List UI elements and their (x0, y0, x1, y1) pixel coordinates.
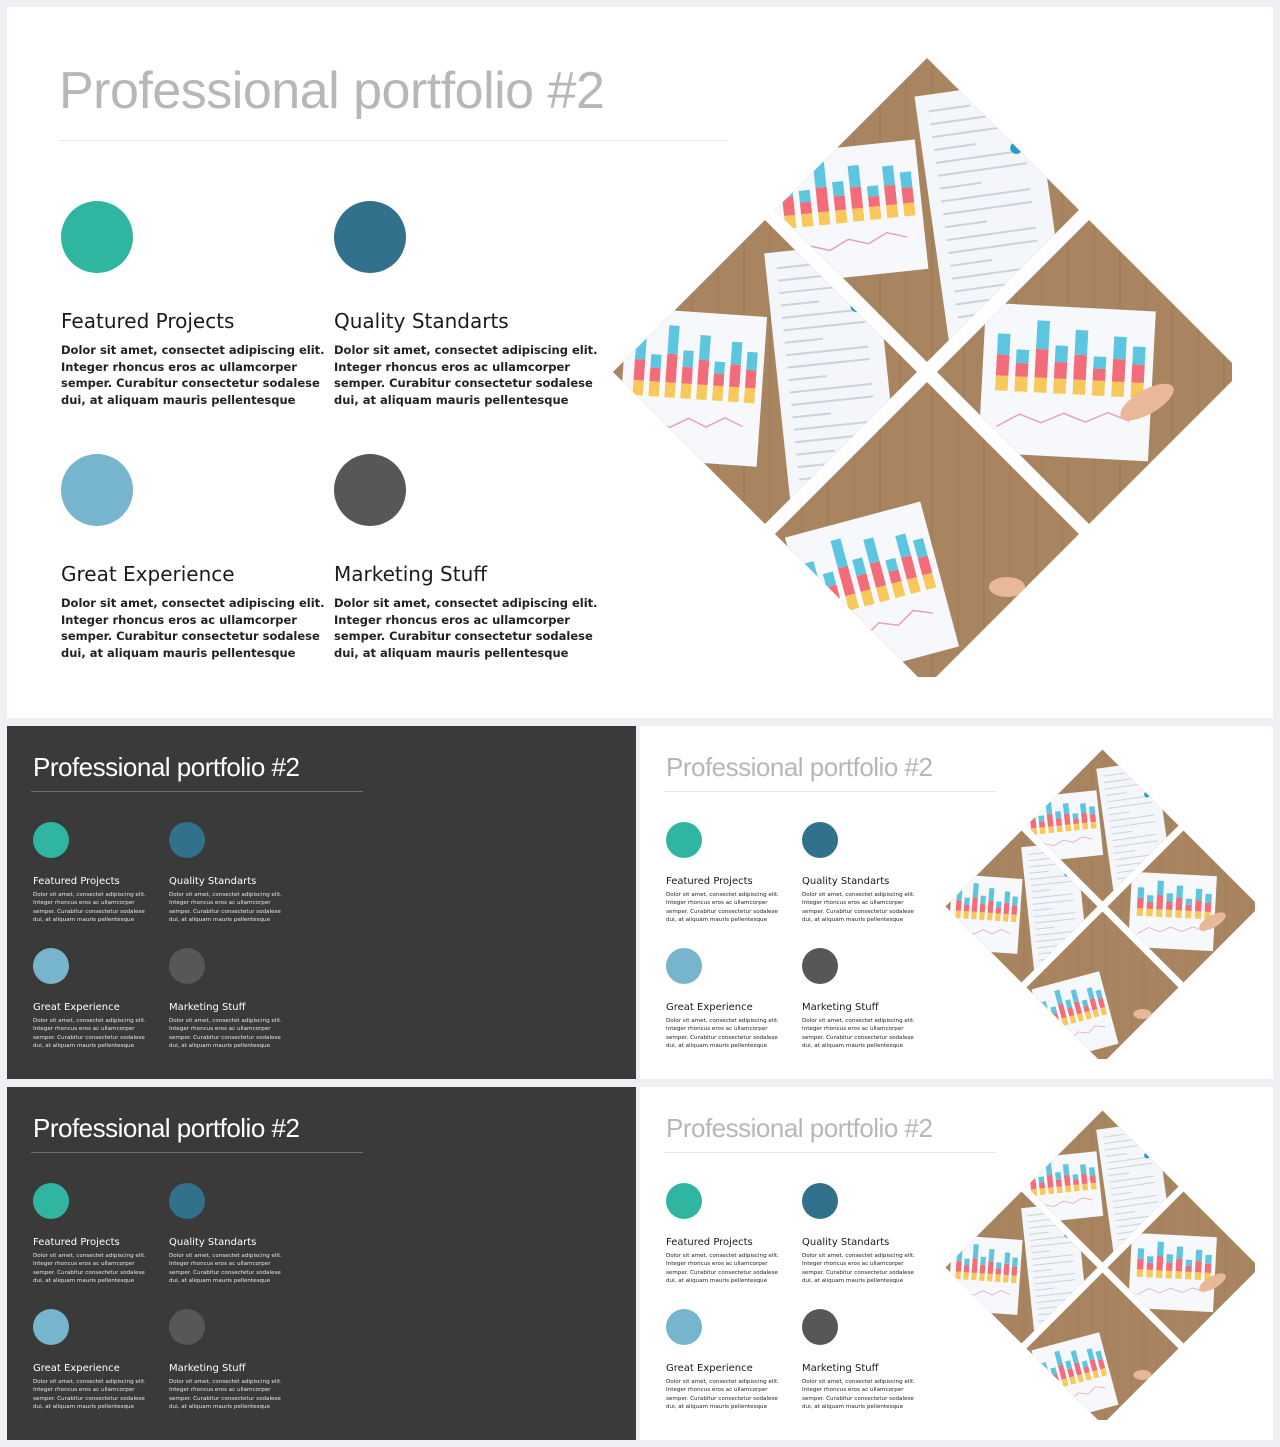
feature-description-line: Integer rhoncus eros ac ullamcorper (666, 900, 768, 907)
feature-description-line: Integer rhoncus eros ac ullamcorper (169, 1387, 271, 1394)
feature-description-line: Integer rhoncus eros ac ullamcorper (33, 1387, 135, 1394)
feature-description-line: Dolor sit amet, consectet adipiscing elit. (169, 892, 282, 898)
feature-description-line: Dolor sit amet, consectet adipiscing elit. (61, 343, 325, 357)
feature-title: Quality Standarts (802, 1237, 890, 1248)
feature-description-line: Integer rhoncus eros ac ullamcorper (802, 1026, 904, 1033)
feature-circle-icon (33, 1183, 69, 1219)
slide-title: Professional portfolio #2 (33, 752, 300, 782)
feature-description-line: dui, at aliquam mauris pellentesque (169, 1277, 271, 1284)
feature-title: Great Experience (33, 1002, 120, 1013)
slide-title: Professional portfolio #2 (666, 1113, 933, 1143)
diamond-photo-collage (602, 47, 1232, 677)
feature-circle-icon (169, 822, 205, 858)
feature-title: Quality Standarts (334, 309, 509, 333)
diamond-photo-collage (940, 1105, 1255, 1420)
diamond-photo-collage (940, 744, 1255, 1059)
feature-circle-icon (802, 948, 838, 984)
feature-circle-icon (666, 1183, 702, 1219)
title-divider (31, 791, 363, 792)
feature-description-line: Integer rhoncus eros ac ullamcorper (802, 900, 904, 907)
feature-description-line: Dolor sit amet, consectet adipiscing elit. (802, 1379, 915, 1385)
feature-circle-icon (666, 948, 702, 984)
feature-title: Marketing Stuff (169, 1363, 246, 1374)
slide-large (7, 7, 1273, 718)
feature-circle-icon (169, 1183, 205, 1219)
feature-quality-standarts (169, 1183, 282, 1285)
feature-description-line: Integer rhoncus eros ac ullamcorper (33, 1261, 135, 1268)
slide-title: Professional portfolio #2 (59, 62, 605, 120)
feature-circle-icon (169, 948, 205, 984)
feature-description-line: semper. Curabitur consectetur sodalese (33, 908, 145, 915)
feature-description-line: Dolor sit amet, consectet adipiscing elit. (666, 892, 779, 898)
feature-description-line: Dolor sit amet, consectet adipiscing elit. (169, 1379, 282, 1385)
slide-dark-1 (7, 726, 636, 1079)
feature-quality-standarts (334, 201, 598, 408)
feature-featured-projects (33, 1183, 146, 1285)
feature-description-line: Dolor sit amet, consectet adipiscing elit. (666, 1253, 779, 1259)
feature-title: Featured Projects (33, 1237, 120, 1248)
slide-dark-2 (7, 1087, 636, 1440)
feature-marketing-stuff (802, 948, 915, 1050)
feature-description-line: Dolor sit amet, consectet adipiscing elit. (666, 1018, 779, 1024)
feature-description (334, 595, 598, 661)
feature-description-line: semper. Curabitur consectetur sodalese (169, 1269, 281, 1276)
feature-description (666, 1252, 779, 1285)
feature-title: Marketing Stuff (802, 1002, 879, 1013)
feature-description-line: Dolor sit amet, consectet adipiscing elit. (334, 596, 598, 610)
feature-description-line: semper. Curabitur consectetur sodalese (666, 908, 778, 915)
feature-description (169, 1017, 282, 1050)
feature-description (61, 342, 325, 408)
feature-description-line: semper. Curabitur consectetur sodalese (169, 1034, 281, 1041)
feature-circle-icon (33, 948, 69, 984)
feature-great-experience (33, 948, 146, 1050)
slide-title: Professional portfolio #2 (666, 752, 933, 782)
feature-great-experience (61, 454, 325, 661)
feature-description-line: semper. Curabitur consectetur sodalese (33, 1395, 145, 1402)
feature-description-line: semper. Curabitur consectetur sodalese (802, 1034, 914, 1041)
feature-marketing-stuff (169, 1309, 282, 1411)
feature-description-line: Dolor sit amet, consectet adipiscing elit. (61, 596, 325, 610)
feature-circle-icon (666, 822, 702, 858)
feature-description-line: semper. Curabitur consectetur sodalese (33, 1269, 145, 1276)
feature-description-line: Integer rhoncus eros ac ullamcorper (666, 1026, 768, 1033)
feature-description-line: Integer rhoncus eros ac ullamcorper (334, 359, 570, 374)
feature-description-line: dui, at aliquam mauris pellentesque (666, 1277, 768, 1284)
feature-description-line: Integer rhoncus eros ac ullamcorper (666, 1387, 768, 1394)
feature-circle-icon (802, 822, 838, 858)
feature-description (334, 342, 598, 408)
feature-description-line: Dolor sit amet, consectet adipiscing elit. (33, 892, 146, 898)
feature-description-line: dui, at aliquam mauris pellentesque (802, 1403, 904, 1410)
feature-description (33, 1017, 146, 1050)
feature-description-line: Integer rhoncus eros ac ullamcorper (61, 359, 297, 374)
slide-light-1 (640, 726, 1273, 1079)
feature-description-line: Integer rhoncus eros ac ullamcorper (802, 1387, 904, 1394)
feature-description-line: semper. Curabitur consectetur sodalese (61, 376, 320, 390)
feature-title: Great Experience (61, 562, 235, 586)
feature-circle-icon (334, 201, 406, 273)
slide-title: Professional portfolio #2 (33, 1113, 300, 1143)
feature-description-line: dui, at aliquam mauris pellentesque (666, 1403, 768, 1410)
feature-description-line: Integer rhoncus eros ac ullamcorper (33, 900, 135, 907)
feature-circle-icon (33, 1309, 69, 1345)
feature-description-line: dui, at aliquam mauris pellentesque (33, 1042, 135, 1049)
feature-title: Marketing Stuff (169, 1002, 246, 1013)
feature-description-line: semper. Curabitur consectetur sodalese (666, 1395, 778, 1402)
feature-title: Featured Projects (666, 876, 753, 887)
feature-title: Quality Standarts (169, 876, 257, 887)
feature-description-line: Dolor sit amet, consectet adipiscing elit. (666, 1379, 779, 1385)
feature-description-line: dui, at aliquam mauris pellentesque (802, 916, 904, 923)
feature-marketing-stuff (334, 454, 598, 661)
feature-description-line: Integer rhoncus eros ac ullamcorper (334, 612, 570, 627)
feature-description (802, 1378, 915, 1411)
feature-great-experience (666, 1309, 779, 1411)
feature-description-line: semper. Curabitur consectetur sodalese (334, 629, 593, 643)
feature-description-line: dui, at aliquam mauris pellentesque (169, 1403, 271, 1410)
feature-circle-icon (666, 1309, 702, 1345)
feature-description-line: Integer rhoncus eros ac ullamcorper (802, 1261, 904, 1268)
feature-description-line: Dolor sit amet, consectet adipiscing elit. (169, 1253, 282, 1259)
feature-great-experience (666, 948, 779, 1050)
feature-title: Quality Standarts (802, 876, 890, 887)
feature-quality-standarts (169, 822, 282, 924)
feature-circle-icon (33, 822, 69, 858)
feature-featured-projects (61, 201, 325, 408)
feature-description-line: dui, at aliquam mauris pellentesque (802, 1277, 904, 1284)
feature-description-line: dui, at aliquam mauris pellentesque (334, 392, 569, 407)
feature-description (169, 1252, 282, 1285)
feature-circle-icon (61, 201, 133, 273)
feature-description-line: Dolor sit amet, consectet adipiscing elit. (802, 1253, 915, 1259)
feature-description-line: dui, at aliquam mauris pellentesque (666, 1042, 768, 1049)
feature-circle-icon (802, 1183, 838, 1219)
feature-title: Great Experience (666, 1363, 753, 1374)
feature-description (802, 1017, 915, 1050)
feature-circle-icon (334, 454, 406, 526)
feature-description-line: semper. Curabitur consectetur sodalese (802, 1395, 914, 1402)
slide-light-2 (640, 1087, 1273, 1440)
feature-description (666, 1017, 779, 1050)
feature-title: Featured Projects (33, 876, 120, 887)
feature-description-line: semper. Curabitur consectetur sodalese (169, 908, 281, 915)
feature-quality-standarts (802, 1183, 915, 1285)
feature-description-line: semper. Curabitur consectetur sodalese (334, 376, 593, 390)
feature-description-line: semper. Curabitur consectetur sodalese (802, 908, 914, 915)
feature-description-line: semper. Curabitur consectetur sodalese (33, 1034, 145, 1041)
feature-title: Quality Standarts (169, 1237, 257, 1248)
feature-description (169, 1378, 282, 1411)
feature-description-line: dui, at aliquam mauris pellentesque (666, 916, 768, 923)
feature-description-line: semper. Curabitur consectetur sodalese (169, 1395, 281, 1402)
feature-great-experience (33, 1309, 146, 1411)
feature-description (33, 1378, 146, 1411)
feature-description (33, 891, 146, 924)
feature-description (61, 595, 325, 661)
feature-description-line: Dolor sit amet, consectet adipiscing elit. (169, 1018, 282, 1024)
feature-featured-projects (33, 822, 146, 924)
feature-title: Marketing Stuff (802, 1363, 879, 1374)
feature-description-line: semper. Curabitur consectetur sodalese (666, 1034, 778, 1041)
feature-description-line: Dolor sit amet, consectet adipiscing elit. (33, 1379, 146, 1385)
title-divider (31, 1152, 363, 1153)
feature-description-line: Integer rhoncus eros ac ullamcorper (33, 1026, 135, 1033)
feature-description-line: dui, at aliquam mauris pellentesque (802, 1042, 904, 1049)
feature-title: Great Experience (33, 1363, 120, 1374)
feature-description-line: Integer rhoncus eros ac ullamcorper (169, 1261, 271, 1268)
feature-circle-icon (169, 1309, 205, 1345)
feature-title: Marketing Stuff (334, 562, 488, 586)
feature-description-line: Dolor sit amet, consectet adipiscing elit. (802, 1018, 915, 1024)
feature-circle-icon (802, 1309, 838, 1345)
feature-description-line: dui, at aliquam mauris pellentesque (169, 1042, 271, 1049)
feature-description-line: semper. Curabitur consectetur sodalese (666, 1269, 778, 1276)
feature-description-line: Integer rhoncus eros ac ullamcorper (169, 900, 271, 907)
feature-quality-standarts (802, 822, 915, 924)
feature-featured-projects (666, 1183, 779, 1285)
feature-description-line: Dolor sit amet, consectet adipiscing elit. (802, 892, 915, 898)
feature-description-line: dui, at aliquam mauris pellentesque (33, 1403, 135, 1410)
feature-description-line: Dolor sit amet, consectet adipiscing elit. (33, 1253, 146, 1259)
feature-marketing-stuff (169, 948, 282, 1050)
feature-description-line: dui, at aliquam mauris pellentesque (334, 645, 569, 660)
feature-description-line: Integer rhoncus eros ac ullamcorper (61, 612, 297, 627)
feature-description-line: Dolor sit amet, consectet adipiscing elit. (33, 1018, 146, 1024)
feature-description-line: semper. Curabitur consectetur sodalese (61, 629, 320, 643)
feature-title: Featured Projects (666, 1237, 753, 1248)
feature-description-line: semper. Curabitur consectetur sodalese (802, 1269, 914, 1276)
feature-description (169, 891, 282, 924)
feature-description-line: dui, at aliquam mauris pellentesque (33, 916, 135, 923)
feature-description (666, 891, 779, 924)
feature-description-line: dui, at aliquam mauris pellentesque (61, 392, 296, 407)
feature-description-line: dui, at aliquam mauris pellentesque (61, 645, 296, 660)
feature-description-line: Dolor sit amet, consectet adipiscing elit. (334, 343, 598, 357)
feature-featured-projects (666, 822, 779, 924)
feature-description-line: dui, at aliquam mauris pellentesque (33, 1277, 135, 1284)
feature-title: Featured Projects (61, 309, 235, 333)
feature-description (802, 1252, 915, 1285)
feature-description-line: Integer rhoncus eros ac ullamcorper (666, 1261, 768, 1268)
feature-marketing-stuff (802, 1309, 915, 1411)
feature-title: Great Experience (666, 1002, 753, 1013)
feature-description (33, 1252, 146, 1285)
feature-circle-icon (61, 454, 133, 526)
feature-description (802, 891, 915, 924)
feature-description-line: dui, at aliquam mauris pellentesque (169, 916, 271, 923)
feature-description-line: Integer rhoncus eros ac ullamcorper (169, 1026, 271, 1033)
feature-description (666, 1378, 779, 1411)
